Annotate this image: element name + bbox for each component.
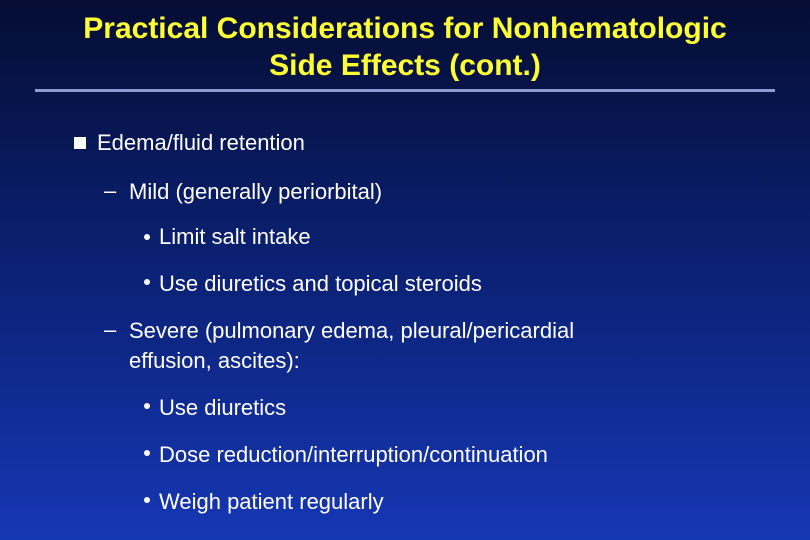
sub-bullet-severe-line-2: effusion, ascites): [129, 348, 300, 373]
item-dose-reduction: Dose reduction/interruption/continuation [159, 442, 548, 467]
item-limit-salt: Limit salt intake [159, 224, 311, 249]
item-use-diuretics: Use diuretics [159, 395, 287, 420]
sub-bullet-mild: Mild (generally periorbital) [129, 179, 383, 204]
item-weigh-patient: Weigh patient regularly [159, 489, 384, 514]
slide-title [0, 10, 810, 84]
title-divider [35, 89, 775, 92]
slide-title-line-1: Practical Considerations for Nonhematologic [83, 12, 727, 45]
slide-title-line-2: Side Effects (cont.) [269, 49, 541, 82]
dash-mild: – [104, 178, 117, 203]
item-diuretics-steroids: Use diuretics and topical steroids [159, 271, 482, 296]
bullet-edema: Edema/fluid retention [97, 130, 305, 155]
bullet-dot-icon [144, 497, 150, 503]
bullet-dot-icon [144, 279, 150, 285]
square-bullet-icon [74, 137, 86, 149]
dash-severe: – [104, 317, 117, 342]
sub-bullet-severe-line-1: Severe (pulmonary edema, pleural/pericardial [129, 318, 575, 343]
bullet-dot-icon [144, 403, 150, 409]
bullet-dot-icon [144, 450, 150, 456]
bullet-dot-icon [144, 234, 150, 240]
